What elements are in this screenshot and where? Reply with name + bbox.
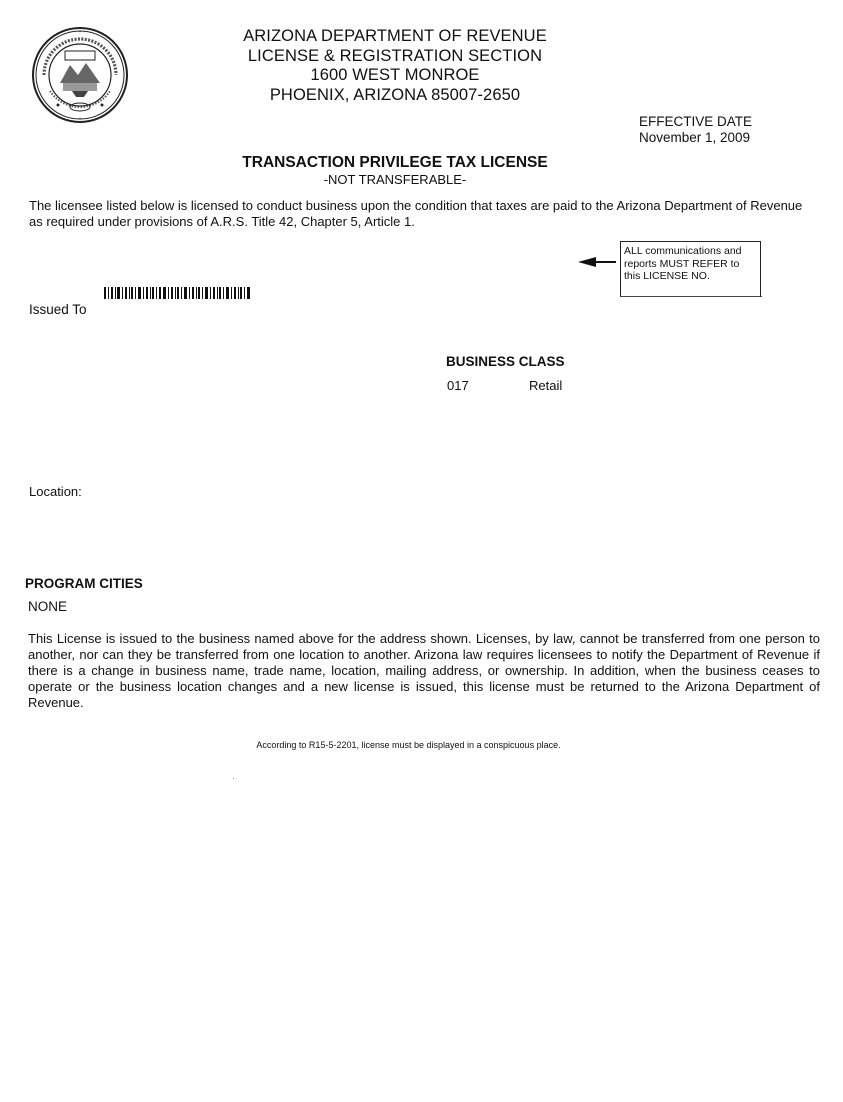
notice-line-3: this LICENSE NO.: [624, 270, 710, 282]
state-seal-icon: [30, 25, 130, 125]
header-line-section: LICENSE & REGISTRATION SECTION: [247, 46, 543, 65]
notice-divider: [620, 296, 762, 297]
issued-to-label: Issued To: [29, 302, 87, 317]
license-terms-paragraph: This License is issued to the business named above for the address shown. Licenses, by law, cannot be transferred from one person to another, nor can they be transferred from one location to another. Arizona law requires licensees to notify the Department of Revenue if there is a change in business name, trade name, location, mailing address, or ownership. In addition, when the business ceases to operate or the business location changes and a new license is issued, this license must be returned to the Arizona Department of Revenue.: [28, 631, 820, 710]
license-title: TRANSACTION PRIVILEGE TAX LICENSE: [242, 154, 548, 171]
license-title-block: [200, 154, 590, 188]
header-line-street: 1600 WEST MONROE: [310, 66, 480, 84]
location-label: Location:: [29, 484, 82, 499]
effective-date-label: EFFECTIVE DATE: [639, 114, 753, 129]
program-cities-heading: PROGRAM CITIES: [25, 576, 143, 591]
business-class-heading: BUSINESS CLASS: [446, 354, 565, 369]
display-note: According to R15-5-2201, license must be displayed in a conspicuous place.: [256, 740, 561, 750]
header-line-agency: ARIZONA DEPARTMENT OF REVENUE: [243, 27, 547, 45]
license-subtitle: -NOT TRANSFERABLE-: [323, 172, 467, 187]
barcode: [104, 287, 250, 299]
header-line-city: PHOENIX, ARIZONA 85007-2650: [269, 85, 521, 104]
effective-date-block: [639, 114, 752, 146]
license-reference-notice: [620, 241, 761, 296]
business-class-code: 017: [447, 378, 469, 393]
notice-line-1: ALL communications and: [624, 245, 742, 257]
agency-header: [200, 27, 590, 105]
scan-speck: [233, 778, 234, 779]
intro-paragraph: The licensee listed below is licensed to conduct business upon the condition that taxes are paid to the Arizona Department of Revenue as required under provisions of A.R.S. Title 42, Chapter 5, Article 1.: [29, 198, 803, 229]
program-cities-value: NONE: [28, 599, 68, 614]
notice-line-2: reports MUST REFER to: [624, 257, 740, 270]
business-class-type: Retail: [529, 378, 563, 393]
arrow-left-icon: [578, 255, 616, 269]
effective-date-value: November 1, 2009: [639, 130, 751, 145]
display-note-row: [0, 740, 843, 750]
